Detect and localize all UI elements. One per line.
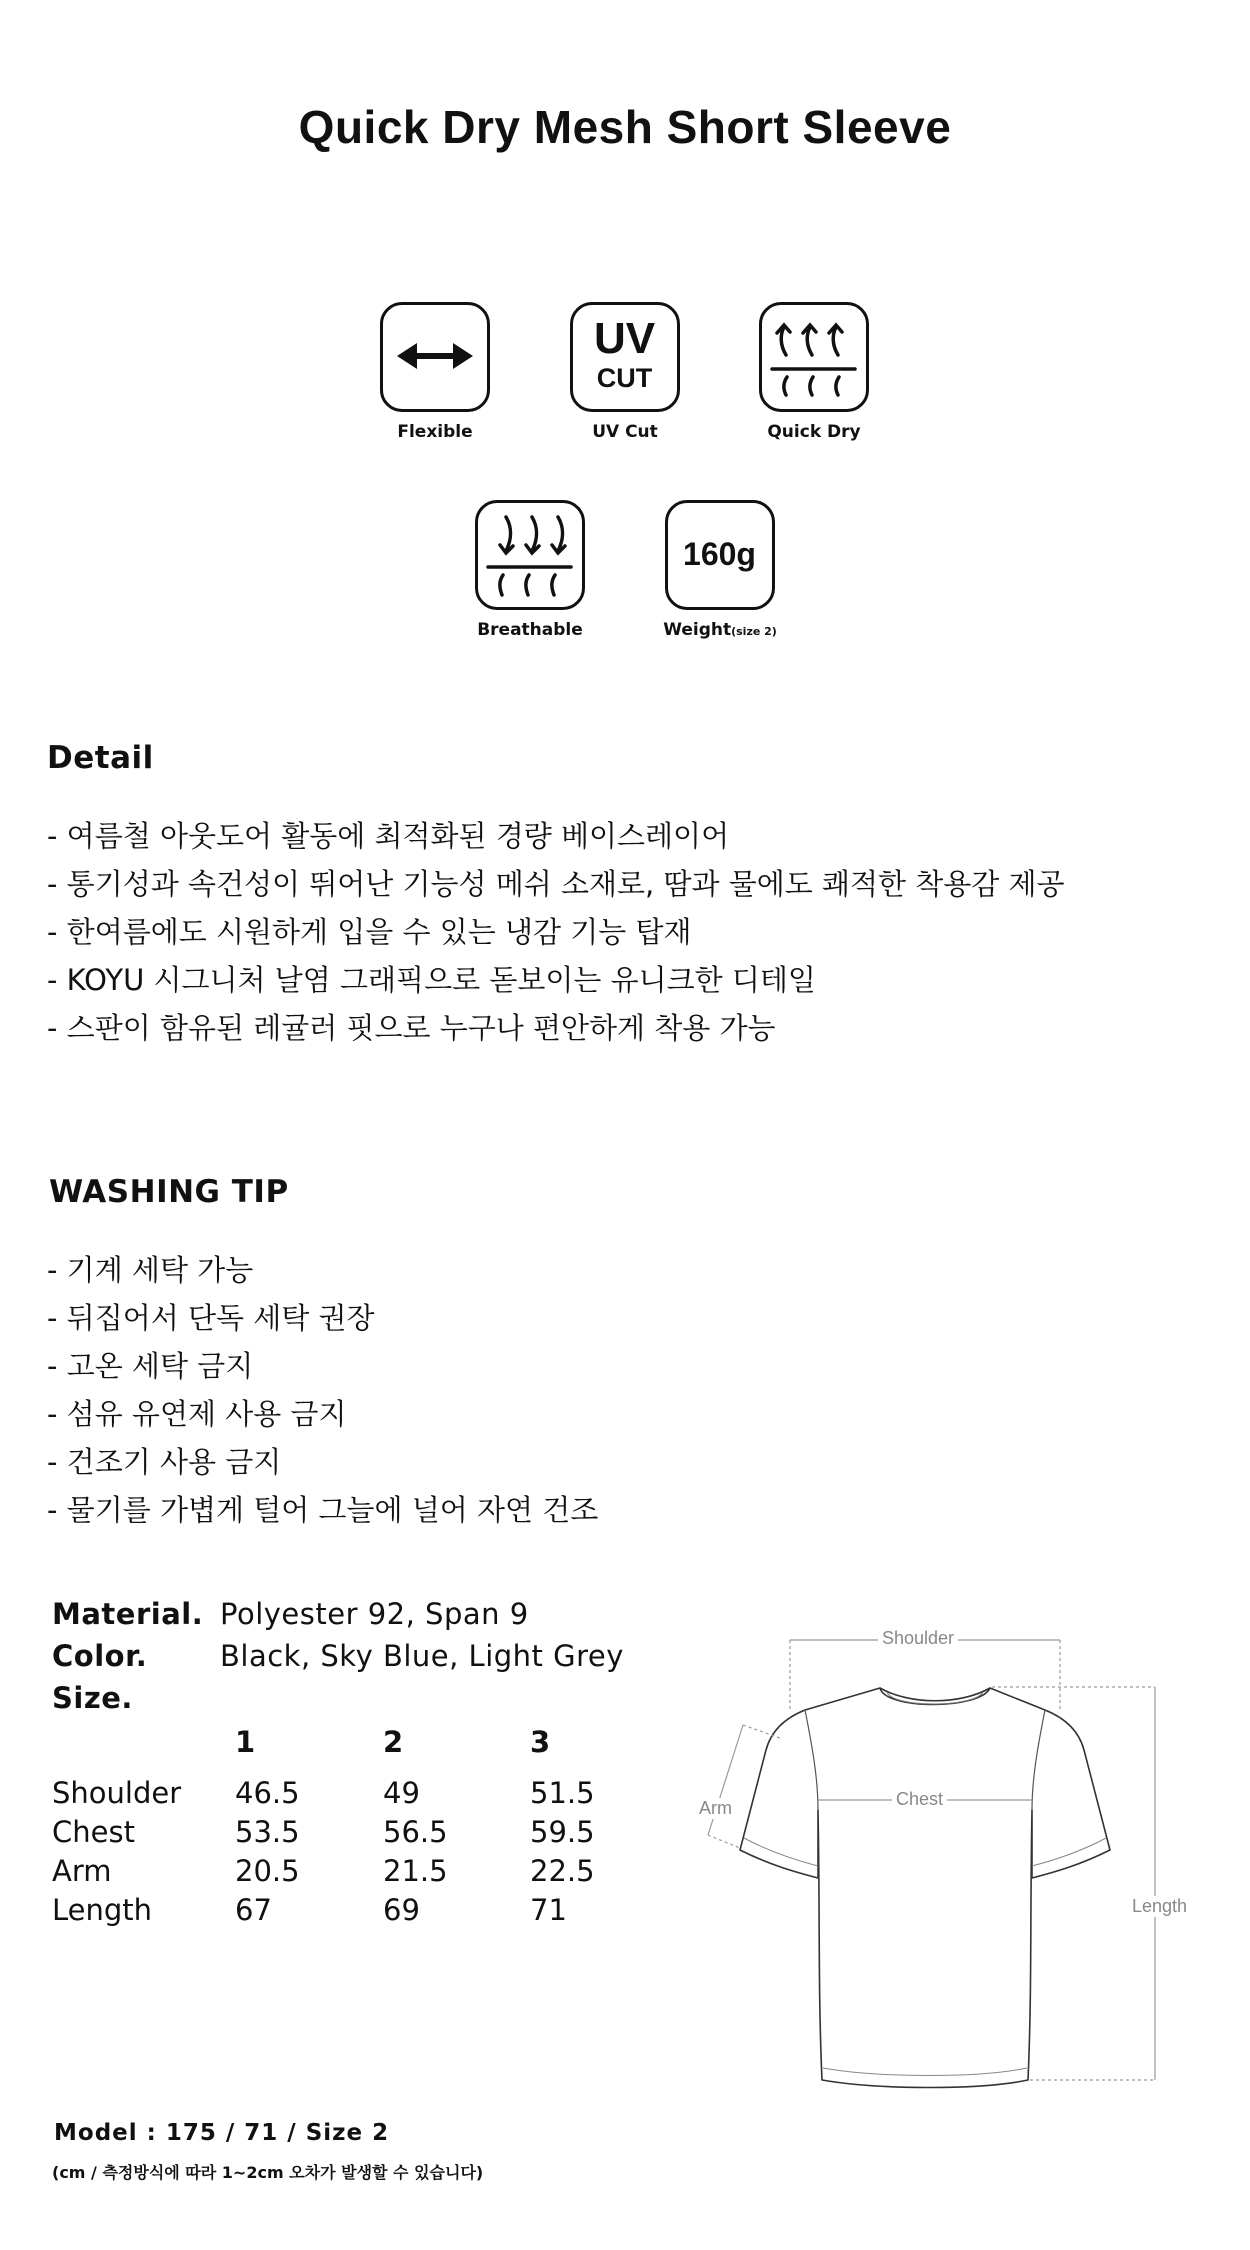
table-cell: 71 [530,1893,567,1927]
list-item: - 고온 세탁 금지 [47,1349,254,1383]
table-cell: 69 [383,1893,420,1927]
feature-label: UV Cut [592,422,658,442]
breathable-icon [475,500,585,610]
list-item: - 물기를 가볍게 털어 그늘에 널어 자연 건조 [47,1493,599,1527]
shoulder-label: Shoulder [878,1628,958,1649]
color-value: Black, Sky Blue, Light Grey [220,1639,624,1673]
list-item: - 건조기 사용 금지 [47,1445,282,1479]
feature-flexible [345,302,525,442]
feature-quick-dry [724,302,904,442]
row-label: Chest [52,1815,135,1849]
measurement-note: (cm / 측정방식에 따라 1~2cm 오차가 발생할 수 있습니다) [52,2163,484,2182]
feature-breathable [440,500,620,640]
table-cell: 21.5 [383,1854,448,1888]
double-arrow-icon [380,302,490,412]
list-item: - 스판이 함유된 레귤러 핏으로 누구나 편안하게 착용 가능 [47,1011,776,1045]
table-cell: 56.5 [383,1815,448,1849]
material-label: Material. [52,1597,204,1631]
feature-label: Quick Dry [767,422,861,442]
feature-label: Weight(size 2) [663,620,777,640]
row-label: Length [52,1893,153,1927]
list-item: - 한여름에도 시원하게 입을 수 있는 냉감 기능 탑재 [47,915,692,949]
size-column-header: 3 [530,1725,551,1759]
list-item: - KOYU 시그니처 날염 그래픽으로 돋보이는 유니크한 디테일 [47,963,816,997]
feature-label: Flexible [397,422,473,442]
table-cell: 22.5 [530,1854,595,1888]
table-cell: 59.5 [530,1815,595,1849]
detail-heading: Detail [47,740,154,776]
uv-cut-icon: UV CUT [570,302,680,412]
length-label: Length [1128,1896,1191,1917]
feature-label: Breathable [477,620,583,640]
washing-list [47,1246,598,1534]
table-cell: 20.5 [235,1854,300,1888]
feature-weight [630,500,810,640]
chest-label: Chest [892,1789,947,1810]
list-item: - 통기성과 속건성이 뛰어난 기능성 메쉬 소재로, 땀과 물에도 쾌적한 착용감 제공 [47,867,1065,901]
washing-heading: WASHING TIP [49,1174,289,1210]
material-value: Polyester 92, Span 9 [220,1597,529,1631]
row-label: Shoulder [52,1776,182,1810]
table-cell: 53.5 [235,1815,300,1849]
weight-icon: 160g [665,500,775,610]
size-label: Size. [52,1681,133,1715]
arm-label: Arm [695,1798,736,1819]
page-title: Quick Dry Mesh Short Sleeve [298,101,952,153]
detail-list [47,812,1065,1052]
quick-dry-icon [759,302,869,412]
size-column-header: 1 [235,1725,256,1759]
tshirt-outline [680,1610,1240,2110]
tshirt-diagram [680,1610,1240,2110]
list-item: - 여름철 아웃도어 활동에 최적화된 경량 베이스레이어 [47,819,730,853]
feature-uv-cut [535,302,715,442]
table-cell: 49 [383,1776,420,1810]
model-info: Model : 175 / 71 / Size 2 [54,2120,390,2146]
size-column-header: 2 [383,1725,404,1759]
table-cell: 67 [235,1893,272,1927]
color-label: Color. [52,1639,148,1673]
table-cell: 46.5 [235,1776,300,1810]
list-item: - 뒤집어서 단독 세탁 권장 [47,1301,375,1335]
row-label: Arm [52,1854,112,1888]
table-cell: 51.5 [530,1776,595,1810]
list-item: - 기계 세탁 가능 [47,1253,254,1287]
list-item: - 섬유 유연제 사용 금지 [47,1397,347,1431]
